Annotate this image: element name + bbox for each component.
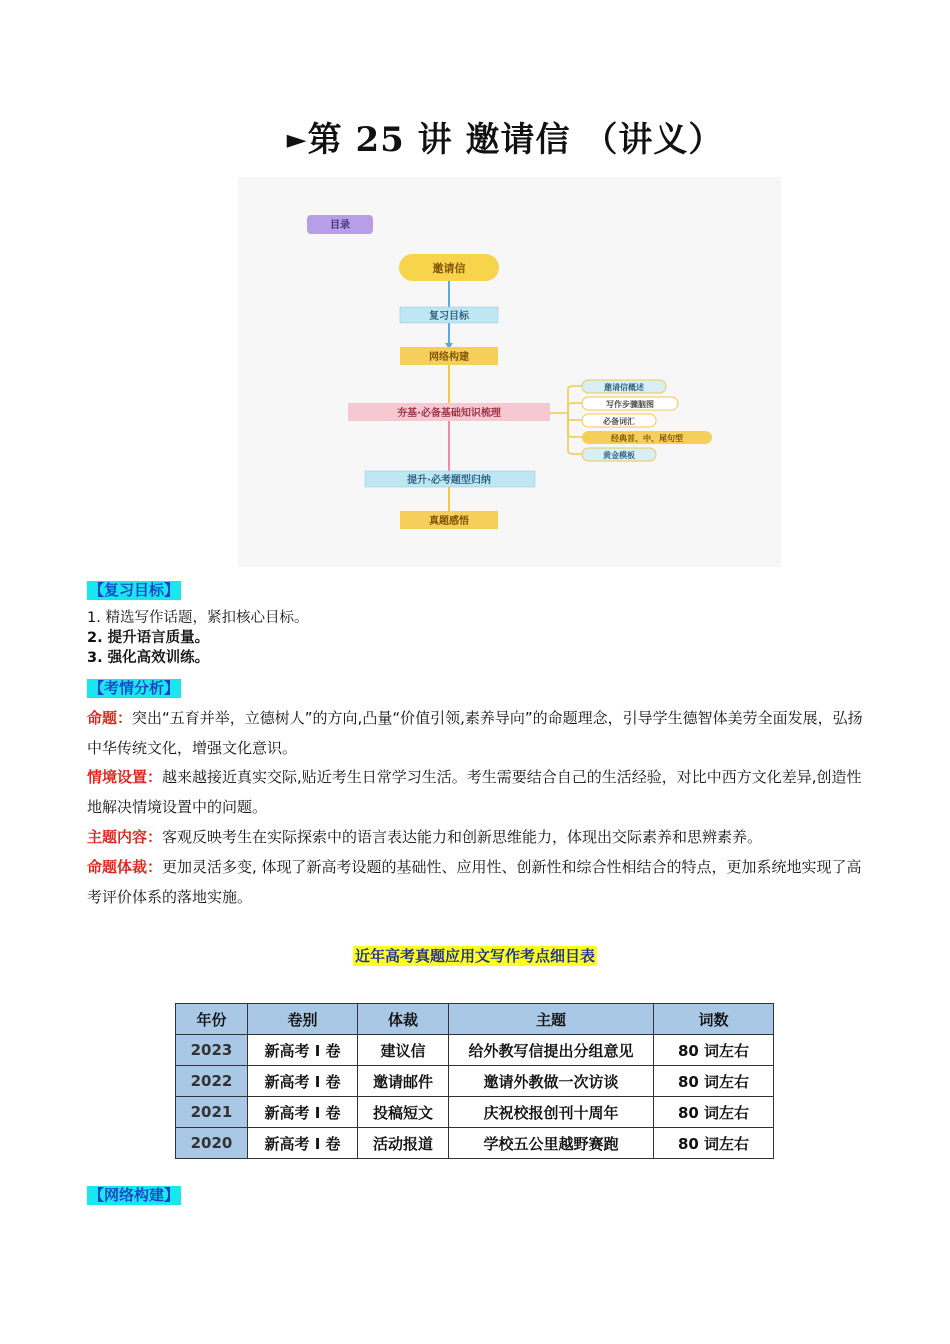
root-node-label: 邀请信 <box>432 262 466 275</box>
analysis-paragraph <box>87 822 867 852</box>
cell-paper: 新高考 I 卷 <box>248 1097 358 1128</box>
cell-year: 2020 <box>176 1128 248 1159</box>
mind-map <box>238 177 781 567</box>
cell-words: 80 词左右 <box>654 1066 774 1097</box>
page-title <box>0 112 950 161</box>
table-row <box>176 1066 774 1097</box>
table-title-text: 近年高考真题应用文写作考点细目表 <box>354 947 595 965</box>
header-paper: 卷别 <box>248 1004 358 1035</box>
node-improve-label: 提升·必考题型归纳 <box>407 475 491 486</box>
exam-points-table <box>175 1003 774 1159</box>
cell-genre: 活动报道 <box>358 1128 449 1159</box>
cell-paper: 新高考 I 卷 <box>248 1066 358 1097</box>
branch-line-1 <box>550 386 582 413</box>
cell-genre: 邀请邮件 <box>358 1066 449 1097</box>
branch-template-label: 黄金模板 <box>603 451 635 460</box>
cell-paper: 新高考 I 卷 <box>248 1035 358 1066</box>
cell-words: 80 词左右 <box>654 1097 774 1128</box>
branch-line-3 <box>568 413 582 420</box>
goal-item: 1. 精选写作话题，紧扣核心目标。 <box>87 610 309 626</box>
analysis-text: 客观反映考生在实际探索中的语言表达能力和创新思维能力，体现出交际素养和思辨素养。 <box>162 828 763 846</box>
toc-tag-label: 目录 <box>330 220 350 231</box>
cell-year: 2022 <box>176 1066 248 1097</box>
cell-topic: 庆祝校报创刊十周年 <box>449 1097 654 1128</box>
node-exam-label: 真题感悟 <box>429 516 469 527</box>
branch-steps-label: 写作步骤脑图 <box>606 400 654 409</box>
section-network: 【网络构建】 <box>89 1186 180 1204</box>
analysis-text: 突出“五育并举，立德树人”的方向,凸量“价值引领,素养导向”的命题理念，引导学生德智体美劳全面发展，弘扬中华传统文化，增强文化意识。 <box>87 709 863 757</box>
cell-topic: 给外教写信提出分组意见 <box>449 1035 654 1066</box>
table-row <box>176 1035 774 1066</box>
branch-overview-label: 邀请信概述 <box>604 383 644 392</box>
analysis-label: 主题内容： <box>87 828 163 846</box>
mind-map-svg <box>238 177 781 567</box>
analysis-paragraph <box>87 762 867 822</box>
header-words: 词数 <box>654 1004 774 1035</box>
cell-words: 80 词左右 <box>654 1128 774 1159</box>
cell-year: 2021 <box>176 1097 248 1128</box>
page-title-text: 第 25 讲 邀请信 （讲义） <box>307 120 724 160</box>
branch-sentences-label: 经典首、中、尾句型 <box>611 434 683 443</box>
analysis-label: 命题体裁： <box>87 858 163 876</box>
analysis-label: 情境设置： <box>87 768 163 786</box>
table-row <box>176 1097 774 1128</box>
cell-genre: 投稿短文 <box>358 1097 449 1128</box>
table-header-row <box>176 1004 774 1035</box>
cell-paper: 新高考 I 卷 <box>248 1128 358 1159</box>
table-row <box>176 1128 774 1159</box>
analysis-paragraph <box>87 852 867 912</box>
section-exam-analysis: 【考情分析】 <box>89 679 180 697</box>
analysis-paragraph <box>87 703 867 763</box>
triangle-marker-icon: ► <box>286 125 308 155</box>
header-genre: 体裁 <box>358 1004 449 1035</box>
node-review-goals-label: 复习目标 <box>429 311 469 322</box>
cell-genre: 建议信 <box>358 1035 449 1066</box>
table-title <box>0 945 950 966</box>
cell-topic: 邀请外教做一次访谈 <box>449 1066 654 1097</box>
node-base-knowledge-label: 夯基·必备基础知识梳理 <box>397 408 501 419</box>
cell-words: 80 词左右 <box>654 1035 774 1066</box>
branch-line-2 <box>568 403 582 413</box>
section-review-goals: 【复习目标】 <box>89 581 180 599</box>
goal-item: 3. 强化高效训练。 <box>87 650 210 666</box>
cell-topic: 学校五公里越野赛跑 <box>449 1128 654 1159</box>
branch-line-4 <box>568 413 582 437</box>
node-network-label: 网络构建 <box>429 352 469 363</box>
cell-year: 2023 <box>176 1035 248 1066</box>
header-topic: 主题 <box>449 1004 654 1035</box>
analysis-text: 更加灵活多变, 体现了新高考设题的基础性、应用性、创新性和综合性相结合的特点，更加系统地实现了高考评价体系的落地实施。 <box>87 858 862 906</box>
analysis-text: 越来越接近真实交际,贴近考生日常学习生活。考生需要结合自己的生活经验，对比中西方文化差异,创造性地解决情境设置中的问题。 <box>87 768 862 816</box>
branch-line-5 <box>568 413 582 454</box>
header-year: 年份 <box>176 1004 248 1035</box>
branch-vocab-label: 必备词汇 <box>603 417 635 426</box>
analysis-label: 命题： <box>87 709 133 727</box>
goal-item: 2. 提升语言质量。 <box>87 630 210 646</box>
